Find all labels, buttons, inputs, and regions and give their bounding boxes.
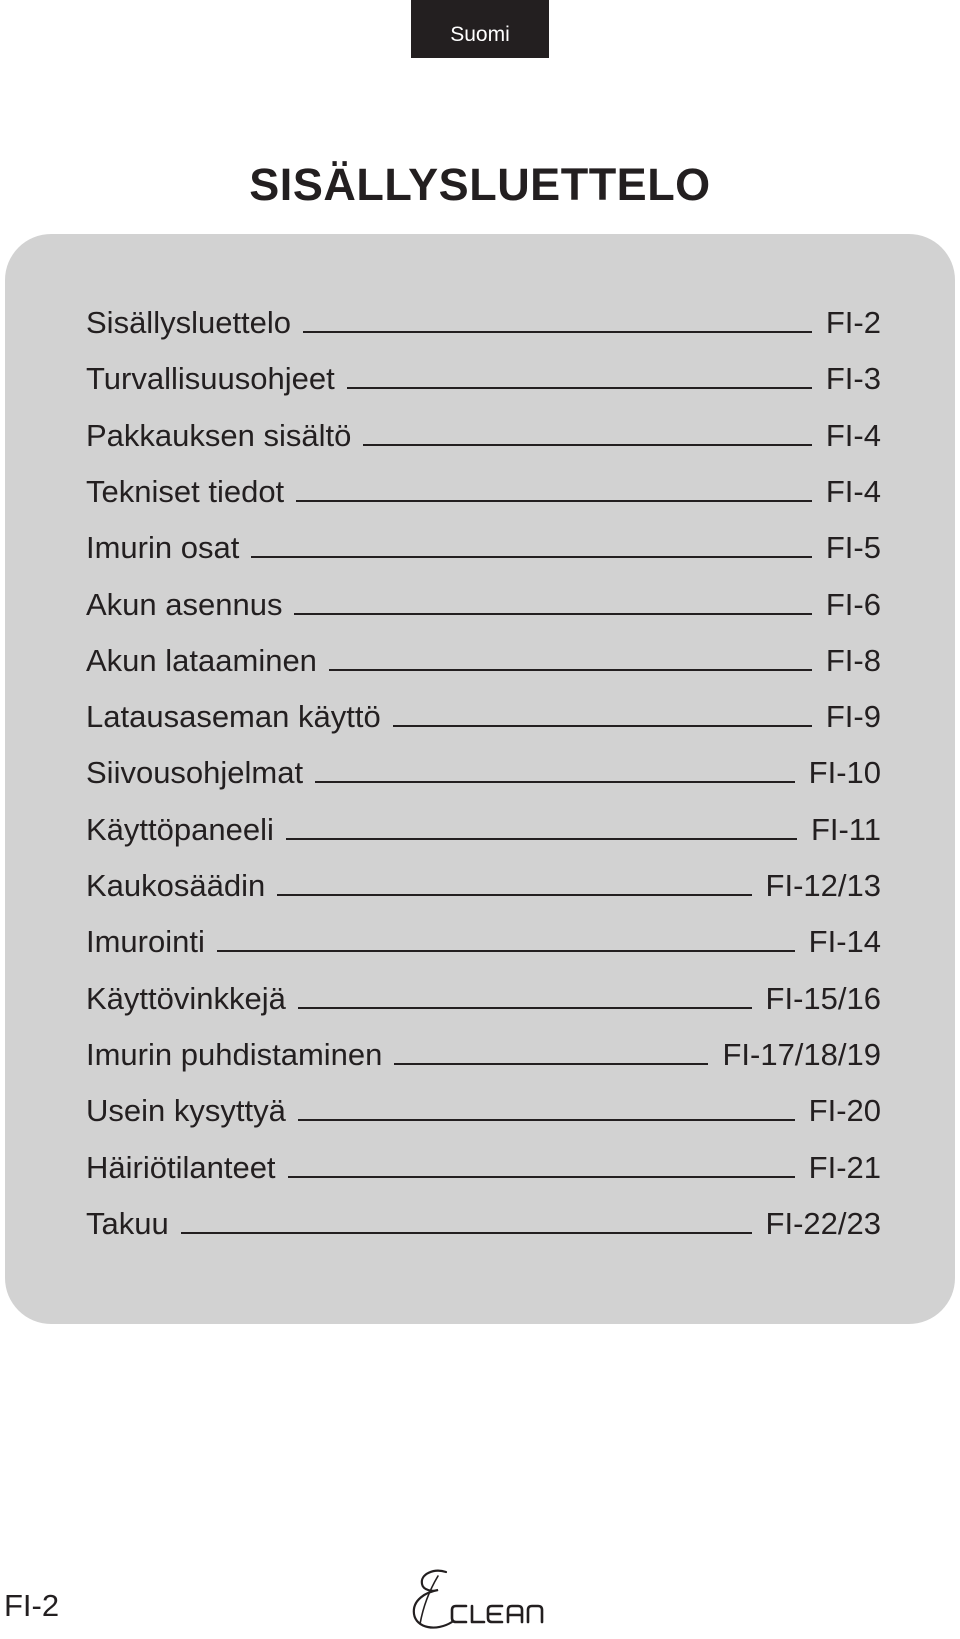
toc-entry-page: FI-20 (808, 1093, 881, 1129)
toc-entry-page: FI-22/23 (765, 1205, 881, 1241)
toc-entry-page: FI-5 (825, 530, 881, 566)
toc-entry-page: FI-11 (810, 811, 881, 847)
toc-entry (86, 470, 881, 514)
table-of-contents (5, 234, 955, 1324)
toc-entry-page: FI-6 (825, 586, 881, 622)
toc-leader-line (329, 669, 812, 671)
language-tab-label: Suomi (450, 23, 510, 46)
toc-entry-page: FI-10 (808, 755, 881, 791)
toc-leader-line (298, 1119, 795, 1121)
toc-entry-label: Akun lataaminen (86, 642, 317, 678)
toc-leader-line (394, 1063, 708, 1065)
toc-entry (86, 977, 881, 1021)
toc-entry-label: Tekniset tiedot (86, 473, 285, 509)
toc-entry (86, 920, 881, 964)
toc-entry (86, 301, 881, 345)
toc-entry-page: FI-4 (825, 417, 881, 453)
toc-leader-line (298, 1007, 752, 1009)
toc-entry (86, 1033, 881, 1077)
toc-leader-line (315, 781, 795, 783)
toc-entry-label: Turvallisuusohjeet (86, 361, 335, 397)
toc-entry-label: Häiriötilanteet (86, 1149, 276, 1185)
toc-leader-line (363, 444, 812, 446)
toc-entry-label: Sisällysluettelo (86, 305, 292, 340)
toc-leader-line (294, 613, 811, 615)
toc-entry-label: Imurointi (86, 924, 205, 960)
toc-entry-label: Imurin puhdistaminen (86, 1036, 383, 1072)
toc-entry-page: FI-2 (825, 305, 881, 340)
toc-entry (86, 414, 881, 458)
toc-entry (86, 695, 881, 739)
toc-leader-line (288, 1176, 795, 1178)
toc-entry-page: FI-8 (825, 642, 881, 678)
toc-entry-label: Käyttövinkkejä (86, 980, 286, 1016)
toc-entry-page: FI-15/16 (765, 980, 881, 1016)
toc-entry-page: FI-21 (808, 1149, 881, 1185)
toc-entry-label: Akun asennus (86, 586, 283, 622)
toc-entry (86, 864, 881, 908)
toc-leader-line (251, 556, 812, 558)
toc-entry (86, 1089, 881, 1133)
toc-entry (86, 751, 881, 795)
toc-entry (86, 639, 881, 683)
toc-entry (86, 1146, 881, 1190)
toc-entry-page: FI-17/18/19 (722, 1036, 881, 1072)
toc-leader-line (303, 331, 812, 333)
toc-entry-label: Latausaseman käyttö (86, 699, 381, 735)
toc-entry-label: Siivousohjelmat (86, 755, 304, 791)
toc-entry-page: FI-9 (825, 699, 881, 735)
toc-leader-line (217, 950, 795, 952)
page-number: FI-2 (4, 1588, 60, 1623)
toc-entry-label: Kaukosäädin (86, 868, 266, 903)
toc-leader-line (296, 500, 812, 502)
toc-entry (86, 1202, 881, 1246)
toc-entry-label: Käyttöpaneeli (86, 811, 274, 847)
toc-entry-page: FI-12/13 (765, 868, 881, 903)
toc-entry-label: Pakkauksen sisältö (86, 417, 352, 453)
toc-entry-label: Usein kysyttyä (86, 1093, 286, 1129)
toc-entry-page: FI-4 (825, 473, 881, 509)
language-tab (411, 0, 549, 58)
toc-entry (86, 808, 881, 852)
toc-leader-line (277, 894, 751, 896)
toc-entry-page: FI-3 (825, 361, 881, 397)
toc-leader-line (181, 1232, 752, 1234)
toc-entry-label: Imurin osat (86, 530, 240, 566)
toc-entry (86, 357, 881, 401)
toc-entry-label: Takuu (86, 1205, 169, 1241)
toc-leader-line (286, 838, 797, 840)
toc-entry-page: FI-14 (808, 924, 881, 960)
eclean-logo (408, 1566, 556, 1634)
toc-entry (86, 583, 881, 627)
toc-leader-line (393, 725, 812, 727)
toc-leader-line (347, 387, 812, 389)
toc-entry (86, 526, 881, 570)
page-title: SISÄLLYSLUETTELO (249, 159, 711, 210)
